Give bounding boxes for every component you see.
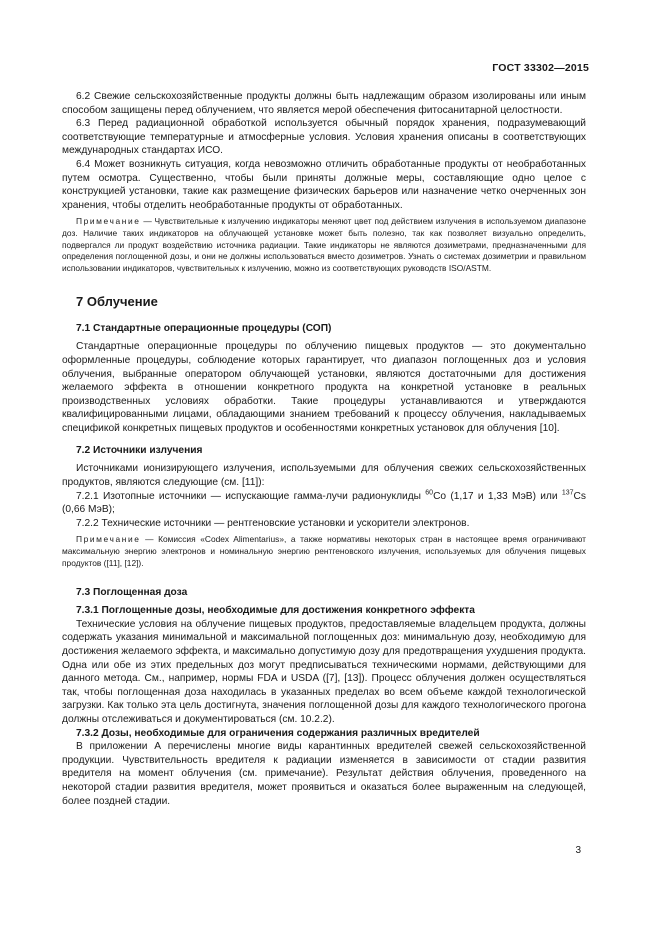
isotope-mass-cs: 137 — [561, 489, 574, 497]
paragraph-7-1: Стандартные операционные процедуры по облучению пищевых продуктов — это документально оформленные процедуры, соблюдение которых гарантирует, что диапазон поглощенных доз и условия облучения, выбранные оператором облучающей установки, являются достаточными для достижения желаемого эффекта в отношении конкретного продукта на конкретной установке в реальных производственных условиях обработки. Такие процедуры устанавливаются и утверждаются квалифицированными лицами, обладающими знанием требований к процессу облучения, накладываемых спецификой конкретных пищевых продуктов и особенностями конкретных установок для облучения [10]. — [62, 341, 586, 434]
section-7-3-2-heading: 7.3.2 Дозы, необходимые для ограничения содержания различных вредителей — [76, 727, 480, 739]
paragraph-7-3-2: В приложении А перечислены многие виды карантинных вредителей свежей сельскохозяйственной продукции. Чувствительность вредителя к радиации изменяется в зависимости от стадии развития вредителя на момент облучения (см. примечание). Результат действия облучения, проведенного на некоторой стадии развития вредителя, может проявиться и оказаться более выраженным на следующей, более поздней стадии. — [62, 741, 586, 807]
note-7-2 — [62, 534, 586, 569]
note-6 — [62, 216, 586, 274]
note-label: Примечание — [76, 534, 141, 545]
page-content — [62, 90, 586, 808]
section-7-3-heading: 7.3 Поглощенная доза — [76, 587, 188, 599]
paragraph-7-2-intro: Источниками ионизирующего излучения, используемыми для облучения свежих сельскохозяйственных продуктов, являются следующие (см. [11]): — [62, 463, 586, 489]
paragraph-6-3: 6.3 Перед радиационной обработкой используется обычный порядок хранения, подразумевающий соответствующие температурные и атмосферные условия. Условия хранения описаны в соответствующих международных стандартах ИСО. — [62, 118, 586, 157]
text-segment: Cs (0,66 МэВ); — [62, 490, 586, 516]
note-label: Примечание — [76, 216, 141, 227]
text-segment: Co (1,17 и 1,33 МэВ) или — [433, 490, 562, 502]
paragraph-7-3-1: Технические условия на облучение пищевых продуктов, предоставляемые владельцем продукта, должны содержать указания минимальной и максимальной поглощенных доз: минимальную дозу, необходимую для достижения желаемого эффекта, и максимально допустимую дозу для предотвращения ухудшения продукта. Одна или обе из этих предельных доз могут предписываться техническими нормами, действующими для данного метода. См., например, нормы FDA и USDA ([7], [13]). Процесс облучения должен осуществляться так, чтобы поглощенная доза находилась в указанных пределах во всем объеме каждой технологической загрузки. Как только эта цель достигнута, значения поглощенной дозы для каждого технологического прогона должны отслеживаться и документироваться (см. 10.2.2). — [62, 618, 586, 725]
paragraph-7-2-2: 7.2.2 Технические источники — рентгеновские установки и ускорители электронов. — [76, 517, 470, 529]
text-segment: 7.2.1 Изотопные источники — испускающие гамма-лучи радионуклиды — [76, 490, 426, 502]
section-7-2-heading: 7.2 Источники излучения — [76, 445, 203, 457]
note-text: — Комиссия «Codex Alimentarius», а также нормативы некоторых стран в настоящее время ограничивают максимальную энергию электронов и номинальную энергию рентгеновского излучения, используемых для облучения пищевых продуктов ([11], [12]). — [62, 534, 586, 568]
paragraph-6-2: 6.2 Свежие сельскохозяйственные продукты должны быть надлежащим образом изолированы или иным способом защищены перед облучением, что является мерой обеспечения фитосанитарной целостности. — [62, 91, 586, 116]
note-text: — Чувствительные к излучению индикаторы меняют цвет под действием излучения в используемом диапазоне доз. Наличие таких индикаторов на облучающей установке может быть полезно, так как позволяет визуально определить, подвергался ли продукт воздействию источника радиации. Такие индикаторы не являются дозиметрами, предназначенными для определения поглощенной дозы, и они не должны использоваться вместо дозиметров. Узнать о системах дозиметрии и правильном использовании индикаторов, чувствительных к излучению, можно из соответствующих руководств ISO/ASTM. — [62, 216, 586, 273]
paragraph-7-2-1 — [62, 490, 586, 517]
section-7-heading: 7 Облучение — [76, 294, 158, 310]
paragraph-6-4: 6.4 Может возникнуть ситуация, когда невозможно отличить обработанные продукты от необработанных путем осмотра. Существенно, чтобы были приняты должные меры, составляющие одно целое с конструкцией установки, такие как размещение физических барьеров или назначение четко очерченных зон хранения, чтобы отделить необработанные продукты от обработанных. — [62, 158, 586, 211]
page-number: 3 — [575, 845, 581, 856]
section-7-1-heading: 7.1 Стандартные операционные процедуры (СОП) — [76, 323, 332, 335]
isotope-mass-co: 60 — [425, 489, 434, 497]
section-7-3-1-heading: 7.3.1 Поглощенные дозы, необходимые для достижения конкретного эффекта — [76, 605, 475, 617]
document-id-header: ГОСТ 33302—2015 — [492, 62, 589, 74]
